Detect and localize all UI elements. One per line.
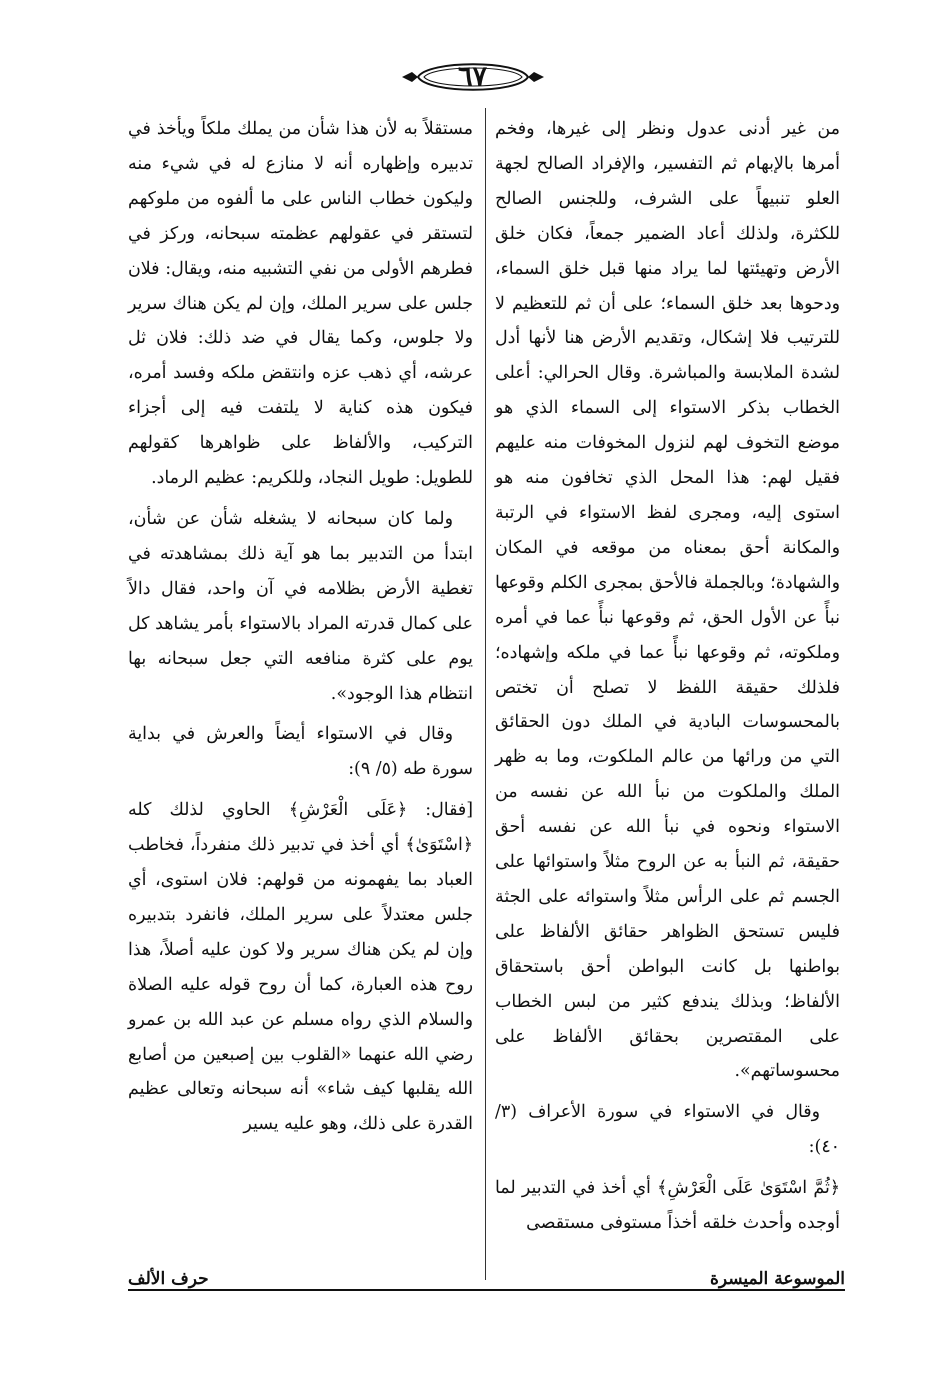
page-number: ٦٧: [457, 61, 487, 92]
left-paragraph-4: [فقال: ﴿عَلَى الْعَرْشِ﴾ الحاوي لذلك كله ﴿اسْتَوَىٰ﴾ أي أخذ في تدبير ذلك منفرداً، فخاطب العباد بما يفهمونه من قولهم: فلان استوى، أي جلس معتدلاً على سرير الملك، فانفرد بتدبيره وإن لم يكن هناك سرير ولا كون عليه أصلاً، هذا روح هذه العبارة، كما أن روح قوله عليه الصلاة والسلام الذي رواه مسلم عن عبد الله بن عمرو رضي الله عنهما «القلوب بين إصبعين من أصابع الله يقلبها كيف شاء» أنه سبحانه وتعالى عظيم القدرة على ذلك، وهو عليه يسير: [128, 800, 473, 1135]
footer-book-title: الموسوعة الميسرة: [704, 1269, 845, 1289]
right-paragraph-2: وقال في الاستواء في سورة الأعراف (٣/ ٤٠):: [495, 1102, 840, 1158]
page-header: [0, 52, 945, 102]
column-divider: [485, 108, 486, 1280]
left-paragraph-2: ولما كان سبحانه لا يشغله شأن عن شأن، ابتدأ من التدبير بما هو آية ذلك بمشاهدته في تغطية الأرض بظلامه في آن واحد، فقال دالاً على كمال قدرته المراد بالاستواء بأمر يشاهد كل يوم على كثرة منافعه التي جعل سبحانه بها انتظام هذا الوجود».: [128, 508, 473, 704]
right-paragraph-3: ﴿ثُمَّ اسْتَوَىٰ عَلَى الْعَرْشِ﴾ أي أخذ في التدبير لما أوجده وأحدث خلقه أخذاً مستوفى مستقصى: [495, 1178, 840, 1234]
right-column: [495, 112, 840, 1247]
page-footer: [128, 1265, 845, 1305]
page-number-ornament: [398, 56, 548, 98]
left-paragraph-1: مستقلاً به لأن هذا شأن من يملك ملكاً ويأخذ في تدبيره وإظهاره أنه لا منازع له في شيء منه وليكون خطاب الناس على ما ألفوه من ملوكهم لتستقر في عقولهم عظمته سبحانه، وركز في فطرهم الأولى من نفي التشبيه منه، ويقال: فلان جلس على سرير الملك، وإن لم يكن هناك سرير ولا جلوس، وكما يقال في ضد ذلك: فلان ثل عرشه، أي ذهب عزه وانتقض ملكه وفسد أمره، فيكون هذه كناية لا يلتفت فيه إلى أجزاء التركيب، والألفاظ على ظواهرها كقولهم للطويل: طويل النجاد، وللكريم: عظيم الرماد.: [128, 119, 473, 489]
left-paragraph-3: وقال في الاستواء أيضاً والعرش في بداية سورة طه (٥/ ٩):: [128, 724, 473, 780]
right-paragraph-1: من غير أدنى عدول ونظر إلى غيرها، وفخم أمرها بالإبهام ثم التفسير، والإفراد الصالح لجهة العلو تنبيهاً على الشرف، وللجنس الصالح للكثرة، ولذلك أعاد الضمير جمعاً، فكان خلق الأرض وتهيئتها لما يراد منها قبل خلق السماء، ودحوها بعد خلق السماء؛ على أن ثم للتعظيم لا للترتيب فلا إشكال، وتقديم الأرض هنا لأنها أدل لشدة الملابسة والمباشرة. وقال الحرالي: أعلى الخطاب بذكر الاستواء إلى السماء الذي هو موضع التخوف لهم لنزول المخوفات منه عليهم فقيل لهم: هذا المحل الذي تخافون منه هو استوى إليه، ومجرى لفظ الاستواء في الرتبة والمكانة أحق بمعناه من موقعه في المكان والشهادة؛ وبالجملة فالأحق بمجرى الكلم وقوعها نبأً عن الأول الحق، ثم وقوعها نبأً عما في أمره وملكوته، ثم وقوعها نبأً عما في ملكه وإشهاده؛ فلذلك حقيقة اللفظ لا تصلح أن تختص بالمحسوسات البادية في الملك دون الحقائق التي من ورائها من عالم الملكوت، وما به ظهر الملك والملكوت من نبأ الله عن نفسه من الاستواء ونحوه في نبأ الله عن نفسه أحق حقيقة، ثم النبأ به عن الروح مثلاً واستوائها على الجسم ثم على الرأس مثلاً واستوائه على الجثة فليس تستحق الظواهر حقائق الألفاظ على بواطنها بل كانت البواطن أحق باستحقاق الألفاظ؛ وبذلك يندفع كثير من لبس الخطاب على المقتصرين بحقائق الألفاظ على محسوساتهم».: [495, 119, 840, 1082]
footer-section-title: حرف الألف: [128, 1269, 215, 1289]
left-column: [128, 112, 473, 1148]
footer-rule: [128, 1289, 845, 1291]
